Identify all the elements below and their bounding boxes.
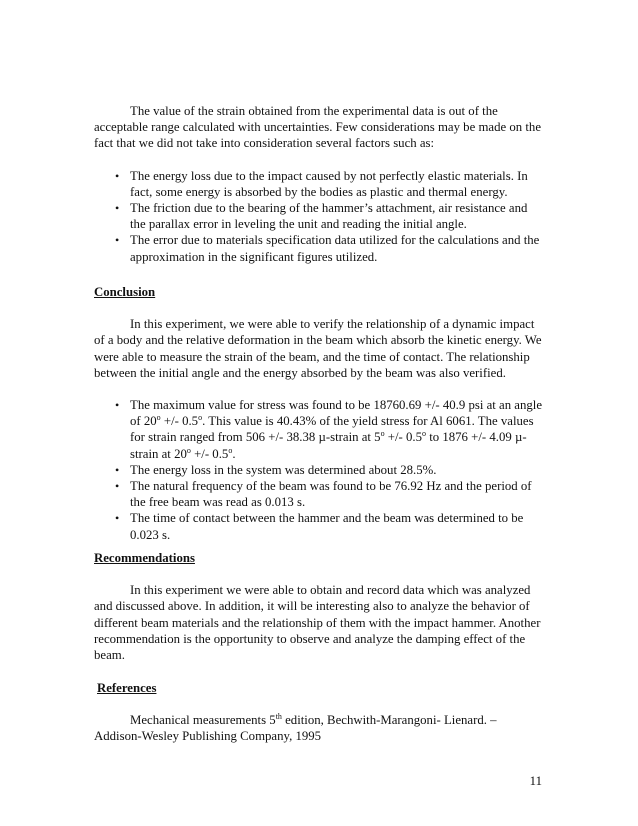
bullet-text: The time of contact between the hammer and the beam was determined to be 0.023 s. <box>130 511 524 542</box>
bullet-icon: • <box>115 168 120 183</box>
bullet-text: The maximum value for stress was found to be 18760.69 +/- 40.9 psi at an angle of $20^o$ +/- 0.5$^o$. This value is 40.43% of the yield stress for Al 6061. The values for strain ranged from 506 +/- 38.38 µ-strain at $5^o$ +/- 0.5$^o$ to 1876 +/- 4.09 µ-strain at $20^o$ +/- 0.5$^o$. <box>130 398 543 461</box>
conclusion-section <box>94 284 542 543</box>
bullet-icon: • <box>115 201 120 216</box>
intro-section <box>94 103 542 265</box>
conclusion-paragraph: In this experiment, we were able to verify the relationship of a dynamic impact of a body and the relative deformation in the beam which absorb the kinetic energy. We were able to measure the strain of the beam, and the time of contact. The relationship between the initial angle and the energy absorbed by the beam was also verified. <box>94 317 542 380</box>
recommendations-heading: Recommendations <box>94 551 195 565</box>
list-item <box>94 168 542 200</box>
bullet-text: The friction due to the bearing of the hammer’s attachment, air resistance and the parallax error in leveling the unit and reading the initial angle. <box>130 201 528 232</box>
bullet-text: The error due to materials specification data utilized for the calculations and the approximation in the significant figures utilized. <box>130 233 540 264</box>
list-item <box>94 200 542 232</box>
conclusion-heading: Conclusion <box>94 285 156 299</box>
list-item <box>94 478 542 510</box>
list-item <box>94 397 542 462</box>
recommendations-paragraph: In this experiment we were able to obtain and record data which was analyzed and discussed above. In addition, it will be interesting also to analyze the behavior of different beam materials and the relationship of them with the impact hammer. Another recommendation is the opportunity to observe and analyze the damping effect of the beam. <box>94 583 541 663</box>
bullet-icon: • <box>115 462 120 477</box>
bullet-text: The energy loss in the system was determined about 28.5%. <box>130 462 437 477</box>
conclusion-bullet-list <box>94 397 542 543</box>
list-item <box>94 510 542 542</box>
page-number: 11 <box>529 774 542 788</box>
list-item <box>94 462 542 478</box>
reference-entry: Mechanical measurements 5th edition, Bechwith-Marangoni- Lienard. –Addison-Wesley Publishing Company, 1995 <box>94 712 497 744</box>
intro-bullet-list <box>94 168 542 265</box>
references-heading: References <box>97 681 157 695</box>
bullet-icon: • <box>115 233 120 248</box>
bullet-text: The energy loss due to the impact caused by not perfectly elastic materials. In fact, some energy is absorbed by the bodies as plastic and thermal energy. <box>130 168 528 199</box>
list-item <box>94 232 542 264</box>
references-section <box>94 680 542 745</box>
bullet-icon: • <box>115 479 120 494</box>
bullet-text: The natural frequency of the beam was found to be 76.92 Hz and the period of the free beam was read as 0.013 s. <box>130 479 532 510</box>
intro-paragraph: The value of the strain obtained from the experimental data is out of the acceptable range calculated with uncertainties. Few considerations may be made on the fact that we did not take into consideration several factors such as: <box>94 104 541 151</box>
recommendations-section <box>94 550 542 663</box>
bullet-icon: • <box>115 511 120 526</box>
bullet-icon: • <box>115 398 120 413</box>
